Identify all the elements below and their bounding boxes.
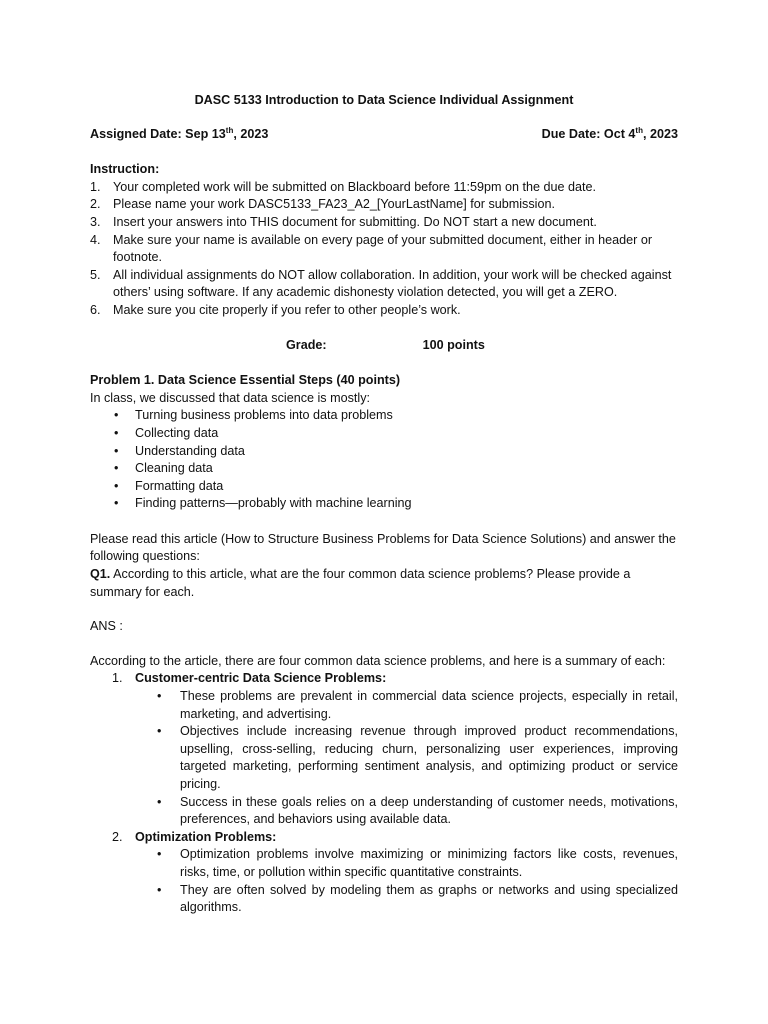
instruction-number: 5. [90,267,101,282]
step-text: Collecting data [135,425,219,440]
problem-heading: Problem 1. Data Science Essential Steps (40 points) [90,373,401,388]
bullet-icon: • [114,461,119,476]
instruction-item [90,267,678,302]
assigned-date: Assigned Date: Sep 13th, 2023 [90,125,269,141]
grade-label: Grade: [286,337,327,352]
step-text: Turning business problems into data problems [135,408,393,423]
date-row [90,126,678,144]
instruction-text: Your completed work will be submitted on Blackboard before 11:59pm on the due date. [113,179,597,194]
problem-type-number: 1. [112,671,123,686]
step-text: Understanding data [135,443,245,458]
problem-type-number: 2. [112,829,123,844]
bullet-icon: • [114,443,119,458]
problem-type-points [135,846,678,916]
document-body [90,92,678,917]
point-item [135,688,678,723]
instruction-text: Make sure your name is available on every page of your submitted document, either in header or footnote. [113,232,653,265]
instruction-item [90,214,678,232]
due-date: Due Date: Oct 4th, 2023 [541,125,678,141]
instruction-item [90,302,678,320]
step-item [90,443,678,461]
bullet-icon: • [114,496,119,511]
step-text: Formatting data [135,478,224,493]
problem-type-title: Customer-centric Data Science Problems: [135,671,387,686]
problem-intro: In class, we discussed that data science is mostly: [90,390,370,405]
summary-intro: According to the article, there are four common data science problems, and here is a summary of each: [90,653,666,668]
step-item [90,425,678,443]
bullet-icon: • [114,478,119,493]
point-text: Optimization problems involve maximizing or minimizing factors like costs, revenues, risks, time, or pollution within specific quantitative constraints. [180,847,678,879]
step-item [90,407,678,425]
step-text: Cleaning data [135,461,213,476]
point-item [135,882,678,917]
instruction-number: 6. [90,302,101,317]
bullet-icon: • [157,689,162,704]
problems-list [90,670,678,916]
instruction-number: 3. [90,214,101,229]
instruction-item [90,196,678,214]
bullet-icon: • [157,794,162,809]
bullet-icon: • [114,425,119,440]
point-text: Success in these goals relies on a deep understanding of customer needs, motivations, preferences, and behaviors using available data. [180,794,678,827]
steps-list [90,407,678,513]
point-item [135,846,678,881]
instruction-number: 1. [90,179,101,194]
question-1: Q1. According to this article, what are the four common data science problems? Please provide a summary for each. [90,567,631,599]
instruction-text: Please name your work DASC5133_FA23_A2_[YourLastName] for submission. [113,197,555,212]
instruction-heading: Instruction: [90,162,160,177]
answer-label: ANS : [90,619,123,634]
bullet-icon: • [157,882,162,897]
problem-type-points [135,688,678,829]
article-instructions: Please read this article (How to Structure Business Problems for Data Science Solutions) and answer the following questions: [90,531,676,564]
point-text: These problems are prevalent in commercial data science projects, especially in retail, marketing, and advertising. [180,689,678,721]
step-text: Finding patterns—probably with machine learning [135,496,412,511]
instruction-item [90,179,678,197]
instruction-text: Make sure you cite properly if you refer to other people’s work. [113,302,461,317]
instruction-text: Insert your answers into THIS document for submitting. Do NOT start a new document. [113,214,597,229]
problem-type-item [90,670,678,828]
point-text: They are often solved by modeling them as graphs or networks and using specialized algorithms. [180,882,678,915]
bullet-icon: • [157,847,162,862]
step-item [90,495,678,513]
document-title: DASC 5133 Introduction to Data Science Individual Assignment [194,93,574,107]
instruction-item [90,232,678,267]
instruction-list [90,179,678,320]
instruction-text: All individual assignments do NOT allow collaboration. In addition, your work will be checked against others’ using software. If any academic dishonesty violation detected, you will get a ZERO. [113,267,672,300]
bullet-icon: • [157,724,162,739]
step-item [90,478,678,496]
problem-type-item [90,829,678,917]
bullet-icon: • [114,408,119,423]
grade-value: 100 points [422,337,485,352]
problem-type-title: Optimization Problems: [135,829,277,844]
grade-row [90,337,678,355]
point-text: Objectives include increasing revenue through improved product recommendations, upselling, cross-selling, reducing churn, personalizing user experiences, improving targeted marketing, performing sentiment analysis, and optimizing product or service pricing. [180,724,678,791]
point-item [135,723,678,793]
instruction-number: 2. [90,197,101,212]
instruction-number: 4. [90,232,101,247]
step-item [90,460,678,478]
point-item [135,794,678,829]
